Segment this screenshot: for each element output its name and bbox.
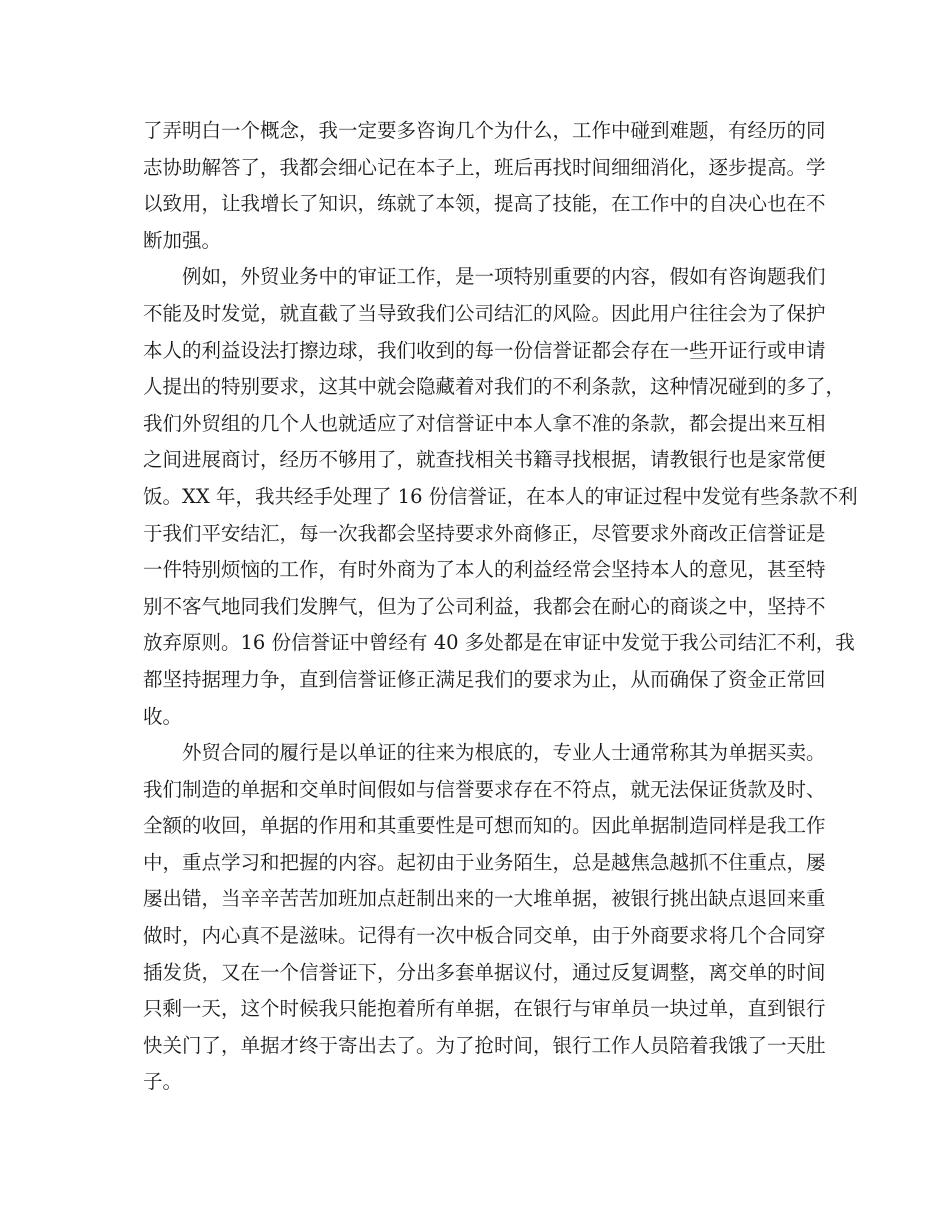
text-line: 插发货，又在一个信誉证下，分出多套单据议付，通过反复调整，离交单的时间 (143, 960, 826, 984)
paragraph-3 (143, 735, 826, 1101)
text-line: 屡出错，当辛辛苦苦加班加点赶制出来的一大堆单据，被银行挑出缺点退回来重 (143, 887, 826, 911)
text-line: 放弃原则。16 份信誉证中曾经有 40 多处都是在审证中发觉于我公司结汇不利，我 (143, 631, 855, 655)
text-line: 本人的利益设法打擦边球，我们收到的每一份信誉证都会存在一些开证行或申请 (143, 338, 826, 362)
text-line: 外贸合同的履行是以单证的往来为根底的，专业人士通常称其为单据买卖。 (182, 741, 826, 765)
text-line: 饭。XX 年，我共经手处理了 16 份信誉证，在本人的审证过程中发觉有些条款不利 (143, 484, 858, 508)
document-body (143, 113, 858, 1101)
text-line: 中，重点学习和把握的内容。起初由于业务陌生，总是越焦急越抓不住重点，屡 (143, 850, 826, 874)
paragraph-1 (143, 113, 826, 259)
text-line: 一件特别烦恼的工作，有时外商为了本人的利益经常会坚持本人的意见，甚至特 (143, 558, 826, 582)
text-line: 全额的收回，单据的作用和其重要性是可想而知的。因此单据制造同样是我工作 (143, 814, 826, 838)
text-line: 我们外贸组的几个人也就适应了对信誉证中本人拿不准的条款，都会提出来互相 (143, 411, 826, 435)
text-line: 了弄明白一个概念，我一定要多咨询几个为什么，工作中碰到难题，有经历的同 (143, 119, 826, 142)
text-line: 子。 (143, 1070, 183, 1094)
text-line: 别不客气地同我们发脾气，但为了公司利益，我都会在耐心的商谈之中，坚持不 (143, 594, 826, 618)
text-line: 快关门了，单据才终于寄出去了。为了抢时间，银行工作人员陪着我饿了一天肚 (143, 1033, 826, 1057)
text-line: 之间进展商讨，经历不够用了，就查找相关书籍寻找根据，请教银行也是家常便 (143, 448, 826, 472)
text-line: 志协助解答了，我都会细心记在本子上，班后再找时间细细消化，逐步提高。学 (143, 155, 826, 179)
text-line: 不能及时发觉，就直截了当导致我们公司结汇的风险。因此用户往往会为了保护 (143, 301, 826, 325)
text-line: 人提出的特别要求，这其中就会隐藏着对我们的不利条款，这种情况碰到的多了， (143, 375, 846, 399)
text-line: 都坚持据理力争，直到信誉证修正满足我们的要求为止，从而确保了资金正常回 (143, 667, 826, 691)
paragraph-2 (143, 259, 858, 735)
text-line: 于我们平安结汇，每一次我都会坚持要求外商修正，尽管要求外商改正信誉证是 (143, 521, 826, 545)
text-line: 我们制造的单据和交单时间假如与信誉要求存在不符点，就无法保证货款及时、 (143, 777, 826, 801)
text-line: 例如，外贸业务中的审证工作，是一项特别重要的内容，假如有咨询题我们 (182, 265, 826, 289)
text-line: 断加强。 (143, 228, 222, 252)
text-line: 以致用，让我增长了知识，练就了本领，提高了技能，在工作中的自决心也在不 (143, 192, 826, 216)
text-line: 只剩一天，这个时候我只能抱着所有单据，在银行与审单员一块过单，直到银行 (143, 997, 826, 1021)
text-line: 做时，内心真不是滋味。记得有一次中板合同交单，由于外商要求将几个合同穿 (143, 924, 826, 948)
text-line: 收。 (143, 704, 183, 728)
